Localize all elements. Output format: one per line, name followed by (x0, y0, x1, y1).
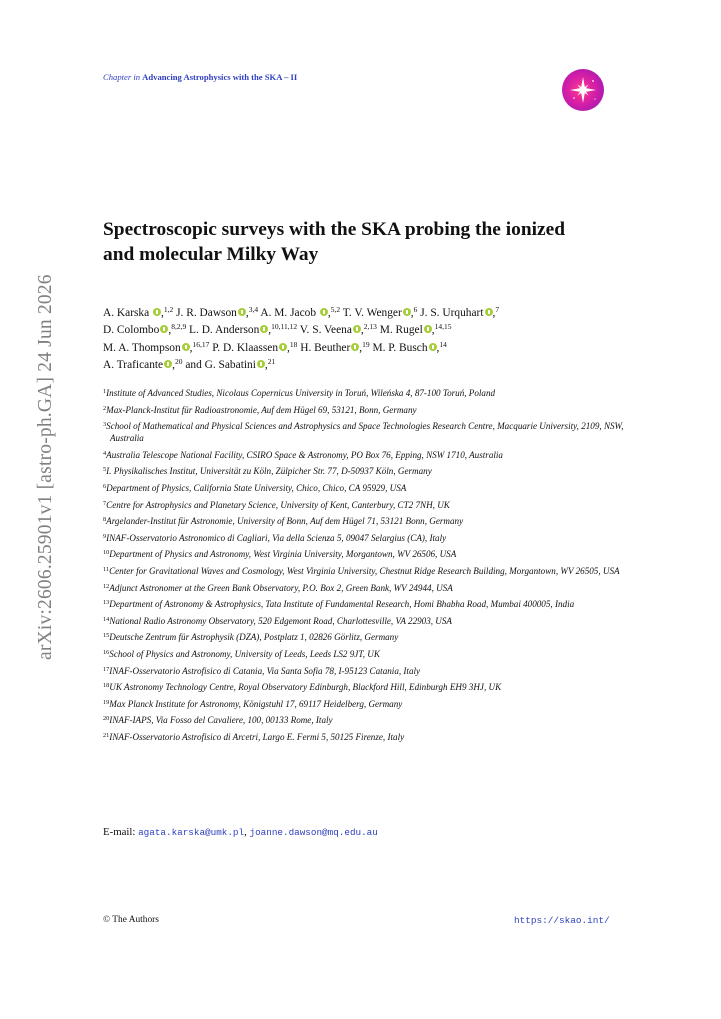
affiliation (103, 515, 633, 527)
author: M. P. Busch ,$^{14}$ (372, 339, 447, 354)
affiliation-text: I. Physikalisches Institut, Universität zu Köln, Zülpicher Str. 77, D-50937 Köln, Germany (106, 466, 432, 477)
author-name: J. R. Dawson (176, 307, 237, 319)
author: M. Rugel ,$^{14,15}$ (379, 322, 452, 337)
email-link-karska[interactable]: agata.karska@umk.pl (138, 827, 245, 838)
author-affiliation-numbers: 16,17 (192, 339, 210, 349)
author-affiliation-numbers: 14,15 (434, 322, 452, 332)
affiliation-number: 11 (103, 566, 110, 574)
affiliation-number: 13 (103, 599, 110, 607)
author-affiliation-numbers: 20 (174, 357, 183, 367)
affiliation (103, 698, 633, 710)
orcid-icon[interactable] (257, 360, 265, 368)
affiliation-number: 15 (103, 632, 110, 640)
author-affiliation-numbers: 19 (362, 339, 370, 349)
orcid-icon[interactable] (182, 343, 190, 351)
orcid-icon[interactable] (429, 343, 437, 351)
author-affiliation-numbers: 14 (439, 339, 447, 349)
orcid-icon[interactable] (403, 308, 411, 316)
author-name: L. D. Anderson (189, 324, 260, 337)
email-label: E-mail: (103, 826, 136, 838)
affiliation-number: 19 (103, 698, 110, 706)
affiliation-number: 16 (103, 649, 110, 656)
affiliation-text: Department of Astronomy & Astrophysics, Tata Institute of Fundamental Research, Homi Bhabha Road, Mumbai 400005, India (109, 599, 575, 610)
author-name: A. Traficante (103, 359, 164, 372)
author: M. A. Thompson ,$^{16,17}$ (103, 339, 210, 354)
affiliation (103, 565, 633, 577)
affiliation-text: National Radio Astronomy Observatory, 520 Edgemont Road, Charlottesville, VA 22903, USA (109, 615, 452, 626)
author-name: H. Beuther (300, 341, 351, 354)
author: J. R. Dawson ,$^{3,4}$ (176, 305, 259, 319)
author-affiliation-numbers: 2,13 (363, 322, 377, 332)
affiliation (103, 582, 633, 594)
author-affiliation-numbers: 10,11,12 (271, 322, 298, 332)
author-name: A. M. Jacob (260, 307, 319, 319)
author: P. D. Klaassen ,$^{18}$ (212, 339, 298, 354)
orcid-icon[interactable] (320, 308, 328, 316)
orcid-icon[interactable] (164, 360, 172, 368)
orcid-icon[interactable] (160, 325, 168, 333)
author-affiliation-numbers: 8,2,9 (171, 322, 187, 332)
arxiv-identifier: arXiv:2606.25901v1 [astro-ph.GA] 24 Jun 2026 (35, 274, 56, 660)
author-affiliation-numbers: 7 (495, 305, 500, 314)
affiliation (103, 499, 633, 511)
orcid-icon[interactable] (424, 325, 432, 333)
orcid-icon[interactable] (260, 325, 268, 333)
affiliation (103, 731, 633, 743)
affiliation (103, 598, 633, 610)
ska-star-logo-icon (562, 69, 604, 111)
author-name: D. Colombo (103, 324, 160, 337)
affiliation (103, 665, 633, 677)
affiliation (103, 532, 633, 544)
affiliation-text: INAF-Osservatorio Astrofisico di Catania, Via Santa Sofia 78, I-95123 Catania, Italy (109, 665, 421, 676)
affiliation-text: Department of Physics and Astronomy, West Virginia University, Morgantown, WV 26506, USA (109, 549, 457, 560)
affiliation-text: Australia Telescope National Facility, CSIRO Space & Astronomy, PO Box 76, Epping, NSW 1710, Australia (106, 449, 503, 460)
author: G. Sabatini ,$^{21}$ (204, 357, 276, 372)
affiliation-text: Adjunct Astronomer at the Green Bank Observatory, P.O. Box 2, Green Bank, WV 24944, USA (109, 582, 453, 593)
affiliation-number: 2 (103, 404, 107, 412)
author: D. Colombo ,$^{8,2,9}$ (103, 322, 187, 337)
email-link-dawson[interactable]: joanne.dawson@mq.edu.au (249, 827, 378, 838)
orcid-icon[interactable] (351, 343, 359, 351)
chapter-prefix: Chapter in (103, 72, 141, 82)
arxiv-sidebar (20, 270, 56, 660)
affiliation-text: Centre for Astrophysics and Planetary Science, University of Kent, Canterbury, CT2 7NH, UK (106, 499, 450, 510)
author-line (103, 322, 623, 339)
affiliation-text: Max-Planck-Institut für Radioastronomie, Auf dem Hügel 69, 53121, Bonn, Germany (106, 404, 417, 415)
author: J. S. Urquhart ,$^7$ (420, 305, 500, 319)
author: H. Beuther ,$^{19}$ (300, 339, 370, 354)
title-line-2: and molecular Milky Way (103, 244, 319, 265)
affiliation-text: INAF-Osservatorio Astronomico di Cagliari, Via della Scienza 5, 09047 Selargius (CA), Italy (106, 532, 447, 543)
star-icon (562, 69, 604, 111)
affiliation-list (103, 387, 633, 748)
affiliation (103, 648, 633, 660)
author: V. S. Veena ,$^{2,13}$ (299, 322, 377, 337)
author-affiliation-numbers: 3,4 (248, 305, 259, 314)
affiliation-text: Department of Physics, California State University, Chico, Chico, CA 95929, USA (106, 483, 407, 494)
ska-url-link[interactable]: https://skao.int/ (514, 915, 610, 926)
affiliation-number: 18 (103, 682, 110, 690)
affiliation-number: 5 (103, 466, 107, 474)
affiliation-text: Max Planck Institute for Astronomy, Königstuhl 17, 69117 Heidelberg, Germany (109, 698, 403, 709)
affiliation-text: School of Mathematical and Physical Sciences and Astrophysics and Space Technologies Research Centre, Macquarie University, 2109, NSW, Australia (106, 421, 624, 444)
email-line (103, 826, 378, 838)
author: L. D. Anderson ,$^{10,11,12}$ (189, 322, 298, 337)
affiliation-text: INAF-IAPS, Via Fosso del Cavaliere, 100, 00133 Rome, Italy (109, 715, 333, 726)
affiliation-number: 6 (103, 483, 107, 491)
orcid-icon[interactable] (238, 308, 246, 316)
affiliation (103, 615, 633, 627)
author-name: J. S. Urquhart (420, 307, 484, 319)
affiliation (103, 548, 633, 560)
affiliation-number: 1 (103, 388, 107, 395)
affiliation (103, 387, 633, 399)
title-line-1: Spectroscopic surveys with the SKA probing the ionized (103, 219, 565, 240)
affiliation (103, 714, 633, 726)
orcid-icon[interactable] (279, 343, 287, 351)
author: A. Karska ,$^{1,2}$ (103, 305, 174, 319)
paper-title (103, 217, 623, 267)
affiliation-number: 17 (103, 665, 110, 673)
author-separator: and (182, 359, 205, 372)
author-name: T. V. Wenger (342, 307, 402, 319)
orcid-icon[interactable] (153, 308, 161, 316)
affiliation (103, 465, 633, 477)
author-name: M. Rugel (379, 324, 423, 337)
affiliation-text: Center for Gravitational Waves and Cosmology, West Virginia University, Chestnut Ridge Research Building, Morgantown, WV 26505, USA (109, 566, 620, 577)
book-title: Advancing Astrophysics with the SKA – II (142, 72, 298, 82)
author-affiliation-numbers: 18 (289, 339, 298, 349)
affiliation (103, 631, 633, 643)
author-affiliation-numbers: 5,2 (330, 305, 341, 314)
affiliation-number: 14 (103, 615, 110, 623)
affiliation (103, 449, 633, 461)
affiliation-number: 8 (103, 516, 107, 524)
orcid-icon[interactable] (353, 325, 361, 333)
affiliation (103, 681, 633, 693)
affiliation-number: 20 (103, 715, 110, 723)
author-affiliation-numbers: 1,2 (163, 305, 174, 314)
author: T. V. Wenger ,$^6$ (342, 305, 418, 319)
affiliation (103, 420, 633, 444)
author-affiliation-numbers: 6 (413, 305, 418, 314)
author: A. M. Jacob ,$^{5,2}$ (260, 305, 341, 319)
author-name: G. Sabatini (204, 359, 256, 372)
affiliation (103, 404, 633, 416)
author-line (103, 357, 623, 374)
affiliation-number: 12 (103, 582, 110, 590)
chapter-line (103, 72, 297, 82)
author-name: M. A. Thompson (103, 341, 181, 354)
author: A. Traficante ,$^{20}$ (103, 357, 183, 372)
affiliation-text: Argelander-Institut für Astronomie, University of Bonn, Auf dem Hügel 71, 53121 Bonn, Germany (106, 516, 464, 527)
affiliation-number: 21 (103, 731, 110, 739)
author-list (103, 305, 623, 375)
author-affiliation-numbers: 21 (267, 357, 276, 367)
affiliation-number: 7 (103, 499, 107, 507)
author-name: A. Karska (103, 307, 153, 319)
copyright-notice: © The Authors (103, 915, 159, 925)
affiliation-text: UK Astronomy Technology Centre, Royal Observatory Edinburgh, Blackford Hill, Edinburgh EH9 3HJ, UK (109, 682, 502, 693)
affiliation-text: Institute of Advanced Studies, Nicolaus Copernicus University in Toruń, Wileńska 4, 87-100 Toruń, Poland (106, 388, 496, 398)
author-name: P. D. Klaassen (212, 341, 279, 354)
affiliation-text: INAF-Osservatorio Astrofisico di Arcetri, Largo E. Fermi 5, 50125 Firenze, Italy (109, 731, 405, 742)
affiliation-number: 4 (103, 449, 107, 457)
author-name: M. P. Busch (372, 341, 428, 354)
affiliation-number: 3 (103, 421, 107, 429)
affiliation-text: School of Physics and Astronomy, University of Leeds, Leeds LS2 9JT, UK (109, 649, 380, 659)
affiliation (103, 482, 633, 494)
affiliation-number: 10 (103, 549, 110, 557)
author-line (103, 305, 623, 322)
orcid-icon[interactable] (485, 308, 493, 316)
author-name: V. S. Veena (299, 324, 352, 337)
affiliation-number: 9 (103, 532, 107, 540)
email-separator: , (244, 826, 250, 838)
author-line (103, 340, 623, 357)
affiliation-text: Deutsche Zentrum für Astrophysik (DZA), Postplatz 1, 02826 Görlitz, Germany (109, 632, 399, 643)
